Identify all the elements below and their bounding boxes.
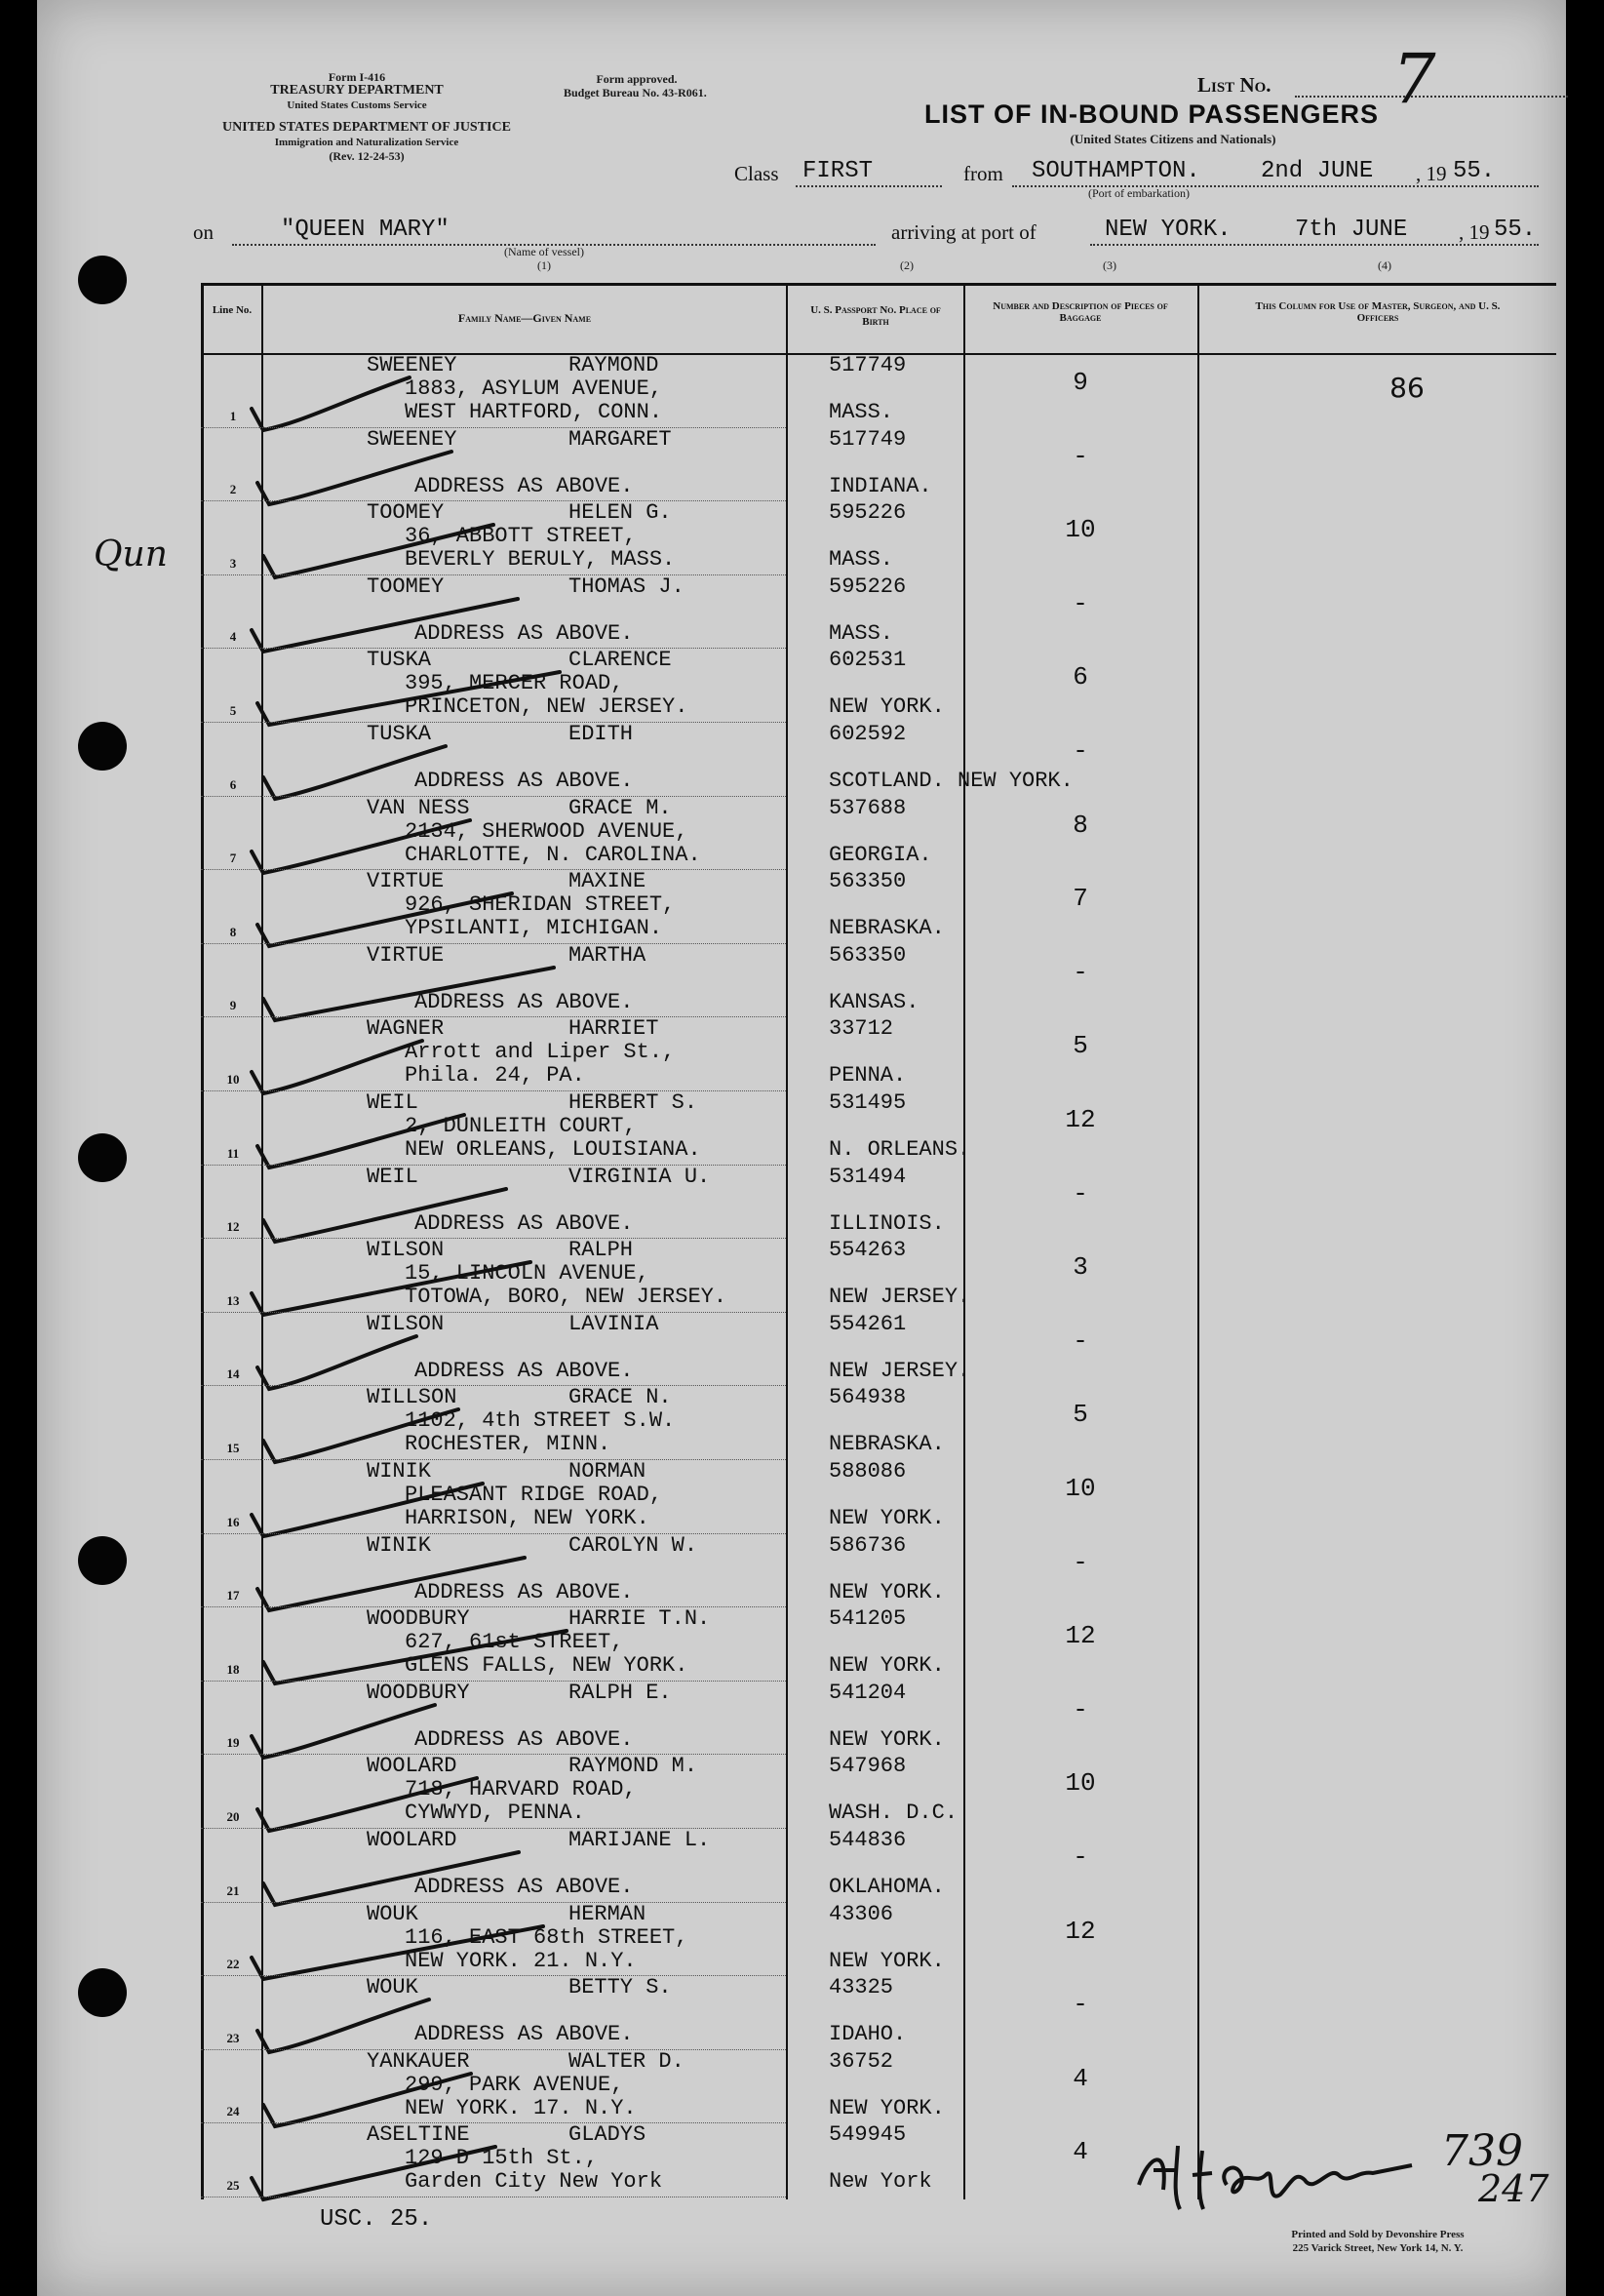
treasury-dept: TREASURY DEPARTMENT — [270, 83, 444, 98]
address-line-2: Garden City New York — [405, 2169, 663, 2195]
baggage-count: 9 — [1073, 368, 1088, 397]
family-name: SWEENEY — [367, 353, 457, 377]
on-label: on — [193, 220, 214, 244]
line-number: 23 — [226, 2030, 240, 2045]
vessel-caption: (Name of vessel) — [504, 245, 584, 258]
form-number: Form I-416 — [328, 70, 386, 84]
address-line-1: 129 D 15th St., — [405, 2146, 599, 2171]
passport-number: 537688 — [829, 795, 907, 820]
address-line-2: NEW YORK. 17. N.Y. — [405, 2095, 637, 2120]
place-of-birth: PENNA. — [829, 1063, 907, 1089]
table-row — [37, 723, 1566, 797]
form-approved: Form approved. — [596, 72, 678, 86]
table-row — [37, 1460, 1566, 1534]
line-number: 22 — [226, 1957, 240, 1972]
passport-number: 595226 — [829, 500, 907, 526]
address-line-1: 926, SHERIDAN STREET, — [405, 892, 676, 918]
line-number: 1 — [229, 408, 237, 423]
embark-port: SOUTHAMPTON. — [1032, 158, 1200, 184]
address-line-2: ADDRESS AS ABOVE. — [414, 1579, 634, 1604]
family-name: TUSKA — [367, 648, 432, 673]
passport-number: 541205 — [829, 1606, 907, 1632]
passport-number: 517749 — [829, 353, 907, 377]
address-line-2: PRINCETON, NEW JERSEY. — [405, 694, 688, 720]
line-number: 25 — [226, 2177, 240, 2193]
table-row — [37, 575, 1566, 650]
given-name: GRACE M. — [568, 795, 672, 820]
family-name: YANKAUER — [367, 2048, 470, 2074]
table-row — [37, 1313, 1566, 1387]
line-number: 20 — [226, 1808, 240, 1824]
passport-number: 541204 — [829, 1680, 907, 1705]
place-of-birth: NEW YORK. — [829, 1948, 945, 1973]
address-line-1: PLEASANT RIDGE ROAD, — [405, 1483, 663, 1507]
baggage-count: - — [1073, 441, 1088, 471]
baggage-count: - — [1073, 588, 1088, 618]
table-row — [37, 428, 1566, 502]
address-line-1: 299, PARK AVENUE, — [405, 2072, 624, 2097]
line-number: 14 — [226, 1366, 240, 1382]
address-line-2: ADDRESS AS ABOVE. — [414, 1875, 634, 1899]
col-3-marker: (3) — [1103, 258, 1116, 272]
place-of-birth: IDAHO. — [829, 2022, 907, 2047]
table-row — [37, 1755, 1566, 1829]
address-line-2: YPSILANTI, MICHIGAN. — [405, 916, 663, 941]
baggage-count: 4 — [1073, 2063, 1088, 2093]
place-of-birth: NEBRASKA. — [829, 1432, 945, 1457]
passport-number: 586736 — [829, 1532, 907, 1558]
address-line-2: ADDRESS AS ABOVE. — [414, 473, 634, 498]
line-number: 21 — [226, 1882, 240, 1898]
table-row — [37, 797, 1566, 871]
baggage-count: 7 — [1073, 884, 1088, 914]
passport-number: 549945 — [829, 2122, 907, 2148]
given-name: RALPH — [568, 1238, 634, 1263]
col-4-marker: (4) — [1378, 258, 1391, 272]
rev-date: (Rev. 12-24-53) — [329, 149, 405, 163]
place-of-birth: NEW YORK. — [829, 1506, 945, 1530]
address-line-2: CHARLOTTE, N. CAROLINA. — [405, 842, 701, 867]
family-name: WINIK — [367, 1459, 432, 1484]
given-name: THOMAS J. — [568, 574, 685, 599]
baggage-count: 5 — [1073, 1400, 1088, 1430]
form-sheet — [37, 0, 1566, 2296]
line-number: 15 — [226, 1440, 240, 1455]
passport-number: 517749 — [829, 426, 907, 452]
address-line-2: NEW ORLEANS, LOUISIANA. — [405, 1137, 701, 1162]
family-name: WEIL — [367, 1164, 418, 1189]
page-title: LIST OF IN-BOUND PASSENGERS — [924, 99, 1380, 129]
line-number: 4 — [229, 629, 237, 645]
table-row — [37, 1239, 1566, 1313]
page-subtitle: (United States Citizens and Nationals) — [1070, 132, 1276, 146]
class-value: FIRST — [802, 158, 874, 184]
place-of-birth: WASH. D.C. — [829, 1801, 958, 1826]
family-name: VAN NESS — [367, 795, 470, 820]
line-number: 3 — [229, 555, 237, 571]
list-number: 7 — [1392, 39, 1436, 119]
line-number: 2 — [229, 482, 237, 497]
baggage-count: - — [1073, 1547, 1088, 1577]
family-name: VIRTUE — [367, 869, 445, 894]
address-line-2: ADDRESS AS ABOVE. — [414, 620, 634, 646]
address-line-1: 36, ABBOTT STREET, — [405, 524, 637, 549]
arrival-year-prefix: , 19 — [1459, 220, 1490, 244]
address-line-2: ADDRESS AS ABOVE. — [414, 1358, 634, 1383]
address-line-1: 116, EAST 68th STREET, — [405, 1924, 688, 1950]
margin-note: Qun — [94, 534, 168, 574]
checkmark-icon — [244, 2141, 653, 2219]
usc-code: USC. 25. — [320, 2206, 433, 2233]
address-line-1: 1102, 4th STREET S.W. — [405, 1408, 676, 1434]
from-label: from — [963, 162, 1003, 185]
family-name: WAGNER — [367, 1016, 445, 1042]
passport-number: 33712 — [829, 1016, 894, 1042]
signature-number: 739 — [1441, 2126, 1523, 2176]
address-line-2: GLENS FALLS, NEW YORK. — [405, 1653, 688, 1679]
family-name: TUSKA — [367, 722, 432, 746]
given-name: CAROLYN W. — [568, 1532, 698, 1558]
address-line-1: 2134, SHERWOOD AVENUE, — [405, 818, 688, 844]
given-name: HARRIET — [568, 1016, 659, 1042]
given-name: LAVINIA — [568, 1311, 659, 1336]
arriving-label: arriving at port of — [891, 220, 1037, 244]
given-name: MARIJANE L. — [568, 1828, 711, 1852]
baggage-count: - — [1073, 736, 1088, 766]
baggage-count: 8 — [1073, 810, 1088, 840]
line-number: 11 — [226, 1145, 240, 1161]
line-number: 17 — [226, 1588, 240, 1603]
family-name: WILSON — [367, 1311, 445, 1336]
passport-number: 602531 — [829, 648, 907, 673]
line-number: 16 — [226, 1514, 240, 1529]
vessel-name: "QUEEN MARY" — [281, 217, 450, 243]
passport-number: 554261 — [829, 1311, 907, 1336]
place-of-birth: NEW YORK. — [829, 1579, 945, 1604]
printer-line-2: 225 Varick Street, New York 14, N. Y. — [1292, 2242, 1464, 2254]
table-row — [37, 2050, 1566, 2124]
ins-service: Immigration and Naturalization Service — [274, 137, 459, 148]
family-name: ASELTINE — [367, 2122, 470, 2148]
address-line-1: 395, MERCER ROAD, — [405, 671, 624, 696]
address-line-1: 1883, ASYLUM AVENUE, — [405, 376, 663, 401]
passport-number: 36752 — [829, 2048, 894, 2074]
passport-number: 588086 — [829, 1459, 907, 1484]
given-name: EDITH — [568, 722, 634, 746]
given-name: MARTHA — [568, 942, 646, 968]
address-line-2: ADDRESS AS ABOVE. — [414, 1726, 634, 1752]
address-line-2: Phila. 24, PA. — [405, 1063, 585, 1089]
given-name: CLARENCE — [568, 648, 672, 673]
place-of-birth: NEW JERSEY. — [829, 1285, 971, 1310]
passport-number: 595226 — [829, 574, 907, 599]
class-label: Class — [734, 162, 779, 185]
given-name: HERMAN — [568, 1901, 646, 1926]
address-line-2: ROCHESTER, MINN. — [405, 1432, 611, 1457]
family-name: WOOLARD — [367, 1828, 457, 1852]
given-name: WALTER D. — [568, 2048, 685, 2074]
baggage-count: - — [1073, 957, 1088, 987]
line-number: 12 — [226, 1219, 240, 1235]
passport-number: 547968 — [829, 1754, 907, 1779]
address-line-2: BEVERLY BERULY, MASS. — [405, 547, 676, 573]
given-name: HERBERT S. — [568, 1090, 698, 1115]
baggage-count: 12 — [1065, 1105, 1096, 1134]
place-of-birth: NEW YORK. — [829, 1653, 945, 1679]
passport-number: 544836 — [829, 1828, 907, 1852]
punch-hole — [78, 256, 127, 304]
table-row — [37, 944, 1566, 1018]
place-of-birth: SCOTLAND. NEW YORK. — [829, 769, 1074, 793]
address-line-2: HARRISON, NEW YORK. — [405, 1506, 649, 1530]
line-number: 18 — [226, 1661, 240, 1677]
header-baggage: Number and Description of Pieces of Baggage — [993, 300, 1168, 324]
address-line-2: WEST HARTFORD, CONN. — [405, 400, 663, 424]
budget-bureau: Budget Bureau No. 43-R061. — [564, 86, 707, 99]
table-row — [37, 1607, 1566, 1682]
signature-number-2: 247 — [1478, 2167, 1549, 2210]
place-of-birth: N. ORLEANS. — [829, 1137, 971, 1162]
embark-year: 55. — [1453, 158, 1496, 184]
table-row — [37, 649, 1566, 723]
family-name: WOUK — [367, 1975, 418, 2000]
header-officers: This Column for Use of Master, Surgeon, and U. S. Officers — [1255, 300, 1501, 324]
given-name: HARRIE T.N. — [568, 1606, 711, 1632]
family-name: WOODBURY — [367, 1680, 470, 1705]
baggage-count: 6 — [1073, 662, 1088, 693]
family-name: WOUK — [367, 1901, 418, 1926]
col-1-marker: (1) — [537, 258, 551, 272]
given-name: VIRGINIA U. — [568, 1164, 711, 1189]
place-of-birth: NEW JERSEY. — [829, 1358, 971, 1383]
place-of-birth: GEORGIA. — [829, 842, 932, 867]
justice-dept: UNITED STATES DEPARTMENT OF JUSTICE — [222, 120, 511, 135]
family-name: WILLSON — [367, 1385, 457, 1410]
family-name: SWEENEY — [367, 426, 457, 452]
given-name: HELEN G. — [568, 500, 672, 526]
list-no-label: List No. — [1197, 73, 1271, 97]
line-number: 10 — [226, 1071, 240, 1087]
baggage-count: 4 — [1073, 2137, 1088, 2167]
line-number: 19 — [226, 1735, 240, 1751]
baggage-count: 12 — [1065, 1916, 1096, 1946]
address-line-2: NEW YORK. 21. N.Y. — [405, 1948, 637, 1973]
place-of-birth: MASS. — [829, 547, 894, 573]
passport-number: 564938 — [829, 1385, 907, 1410]
passport-number: 602592 — [829, 722, 907, 746]
given-name: RAYMOND M. — [568, 1754, 698, 1779]
baggage-count: - — [1073, 1842, 1088, 1872]
family-name: VIRTUE — [367, 942, 445, 968]
baggage-count: 12 — [1065, 1621, 1096, 1651]
line-number: 6 — [229, 776, 237, 792]
place-of-birth: New York — [829, 2169, 932, 2195]
table-row — [37, 1903, 1566, 1977]
arrival-year: 55. — [1494, 217, 1537, 243]
table-row — [37, 1534, 1566, 1608]
given-name: GLADYS — [568, 2122, 646, 2148]
table-row — [37, 1682, 1566, 1756]
given-name: GRACE N. — [568, 1385, 672, 1410]
passport-number: 43325 — [829, 1975, 894, 2000]
place-of-birth: NEBRASKA. — [829, 916, 945, 941]
table-row — [37, 354, 1566, 428]
table-row — [37, 1829, 1566, 1903]
place-of-birth: NEW YORK. — [829, 694, 945, 720]
printer-line-1: Printed and Sold by Devonshire Press — [1291, 2229, 1465, 2240]
address-line-2: ADDRESS AS ABOVE. — [414, 1210, 634, 1236]
embark-date: 2nd JUNE — [1261, 158, 1374, 184]
place-of-birth: MASS. — [829, 620, 894, 646]
address-line-2: ADDRESS AS ABOVE. — [414, 2022, 634, 2047]
baggage-count: - — [1073, 1326, 1088, 1356]
embark-caption: (Port of embarkation) — [1088, 186, 1190, 200]
baggage-count: - — [1073, 1990, 1088, 2020]
customs-service: United States Customs Service — [287, 99, 427, 111]
place-of-birth: NEW YORK. — [829, 1726, 945, 1752]
line-number: 5 — [229, 702, 237, 718]
place-of-birth: INDIANA. — [829, 473, 932, 498]
place-of-birth: NEW YORK. — [829, 2095, 945, 2120]
place-of-birth: KANSAS. — [829, 989, 919, 1014]
table-row — [37, 501, 1566, 575]
given-name: RALPH E. — [568, 1680, 672, 1705]
given-name: MAXINE — [568, 869, 646, 894]
baggage-count: 10 — [1065, 1474, 1096, 1503]
address-line-1: 2, DUNLEITH COURT, — [405, 1114, 637, 1138]
address-line-2: CYWWYD, PENNA. — [405, 1801, 585, 1826]
baggage-count: 5 — [1073, 1031, 1088, 1061]
header-passport: U. S. Passport No. Place of Birth — [810, 304, 941, 328]
address-line-1: 627, 61st STREET, — [405, 1630, 624, 1655]
baggage-count: 3 — [1073, 1252, 1088, 1283]
passport-number: 563350 — [829, 942, 907, 968]
address-line-2: ADDRESS AS ABOVE. — [414, 989, 634, 1014]
table-row — [37, 1976, 1566, 2050]
place-of-birth: OKLAHOMA. — [829, 1875, 945, 1899]
baggage-count: 10 — [1065, 515, 1096, 545]
given-name: MARGARET — [568, 426, 672, 452]
family-name: WOODBURY — [367, 1606, 470, 1632]
table-row — [37, 1017, 1566, 1091]
line-number: 13 — [226, 1292, 240, 1308]
line-number: 24 — [226, 2104, 240, 2119]
passport-number: 531494 — [829, 1164, 907, 1189]
baggage-count: - — [1073, 1178, 1088, 1208]
line-number: 7 — [229, 851, 237, 866]
family-name: WILSON — [367, 1238, 445, 1263]
table-row — [37, 1386, 1566, 1460]
line-number: 8 — [229, 924, 237, 939]
address-line-1: Arrott and Liper St., — [405, 1040, 676, 1065]
family-name: TOOMEY — [367, 500, 445, 526]
line-number: 9 — [229, 998, 237, 1013]
given-name: BETTY S. — [568, 1975, 672, 2000]
passport-number: 43306 — [829, 1901, 894, 1926]
table-row — [37, 1166, 1566, 1240]
place-of-birth: MASS. — [829, 400, 894, 424]
address-line-1: 718, HARVARD ROAD, — [405, 1777, 637, 1802]
address-line-1: 15, LINCOLN AVENUE, — [405, 1261, 649, 1287]
given-name: NORMAN — [568, 1459, 646, 1484]
family-name: TOOMEY — [367, 574, 445, 599]
address-line-2: TOTOWA, BORO, NEW JERSEY. — [405, 1285, 727, 1310]
col-2-marker: (2) — [900, 258, 914, 272]
given-name: RAYMOND — [568, 353, 659, 377]
baggage-count: - — [1073, 1694, 1088, 1724]
embark-year-prefix: , 19 — [1416, 162, 1447, 185]
arrival-port: NEW YORK. — [1105, 217, 1232, 243]
passport-number: 554263 — [829, 1238, 907, 1263]
passport-number: 531495 — [829, 1090, 907, 1115]
family-name: WINIK — [367, 1532, 432, 1558]
arrival-date: 7th JUNE — [1295, 217, 1408, 243]
baggage-count: 10 — [1065, 1768, 1096, 1799]
table-row — [37, 870, 1566, 944]
family-name: WEIL — [367, 1090, 418, 1115]
header-name: Family Name—Given Name — [457, 311, 592, 325]
table-row — [37, 1091, 1566, 1166]
passport-number: 563350 — [829, 869, 907, 894]
officer-note: 86 — [1389, 372, 1425, 404]
address-line-2: ADDRESS AS ABOVE. — [414, 769, 634, 793]
place-of-birth: ILLINOIS. — [829, 1210, 945, 1236]
header-line-no: Line No. — [212, 304, 253, 316]
family-name: WOOLARD — [367, 1754, 457, 1779]
